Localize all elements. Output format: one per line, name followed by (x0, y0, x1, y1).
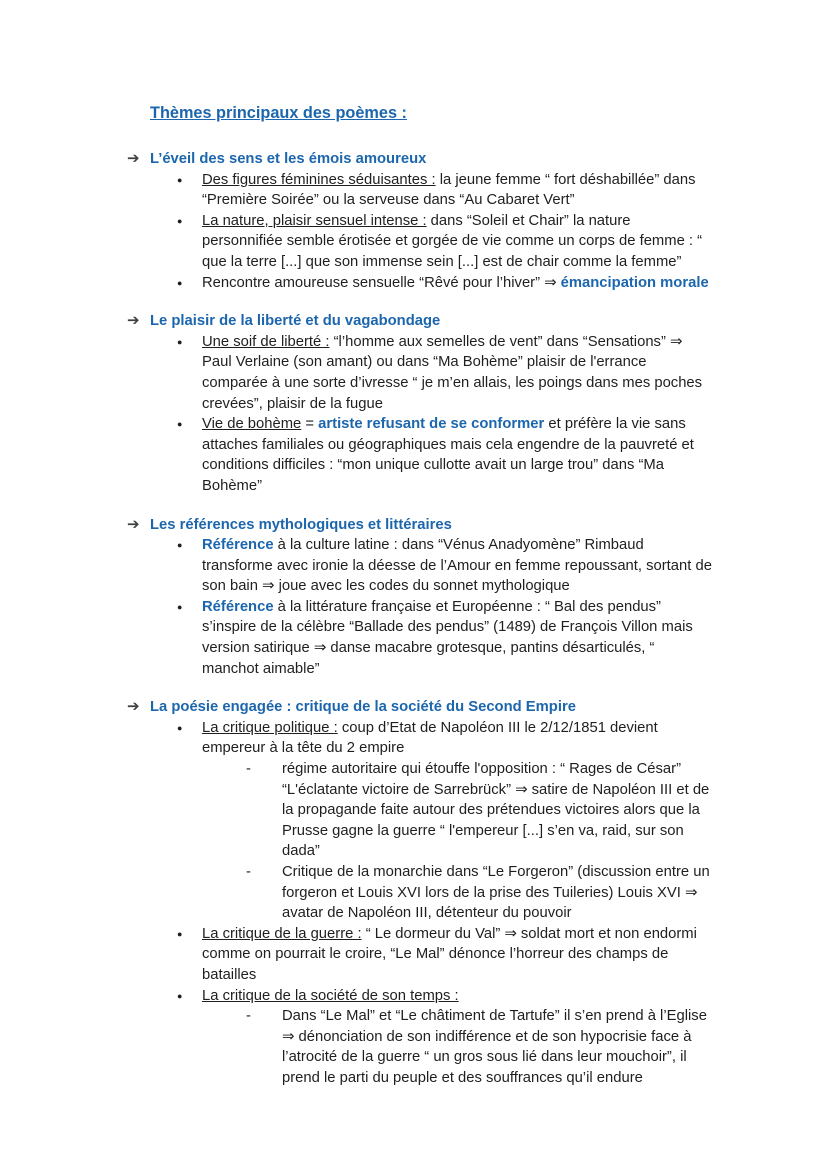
item-text (202, 334, 702, 412)
arrow-bullet-icon: ➔ (127, 313, 140, 330)
dash-item (246, 1006, 712, 1088)
section-heading: Les références mythologiques et littéraires (150, 516, 452, 533)
section-heading-row (0, 515, 828, 536)
text-segment: La nature, plaisir sensuel intense : (202, 212, 427, 229)
bullet-dot-icon: ● (177, 928, 183, 939)
dash-icon: - (246, 864, 251, 880)
item-text (202, 988, 459, 1004)
text-segment: à la culture latine : dans “Vénus Anadyomène” Rimbaud transforme avec ironie la déesse de l’Amour en femme repoussant, sortant de son bain ⇒ joue avec les codes du sonnet mythologique (202, 537, 712, 595)
text-segment: “ Le dormeur du Val” ⇒ soldat mort et non endormi comme on pourrait le croire, “Le Mal” dénonce l’horreur des champs de batailles (202, 925, 697, 983)
bullet-item (177, 718, 712, 759)
text-segment: la jeune femme “ fort déshabillée” dans “Première Soirée” ou la serveuse dans “Au Cabaret Vert” (202, 171, 696, 209)
text-segment: Vie de bohème (202, 416, 302, 433)
bullet-dot-icon: ● (177, 540, 183, 551)
section-heading-row (0, 311, 828, 332)
bullet-item (177, 535, 712, 597)
page-title: Thèmes principaux des poèmes : (150, 104, 407, 122)
theme-section (0, 697, 828, 1088)
text-segment: La critique politique : (202, 719, 338, 736)
bullet-item (177, 986, 712, 1007)
arrow-bullet-icon: ➔ (127, 516, 140, 533)
item-text (202, 720, 658, 757)
section-heading: La poésie engagée : critique de la société du Second Empire (150, 699, 576, 716)
text-segment: artiste refusant de se conformer (318, 416, 545, 433)
item-text (282, 1008, 707, 1086)
item-text (202, 275, 709, 291)
item-text (202, 599, 693, 677)
item-text (202, 926, 697, 983)
bullet-dot-icon: ● (177, 277, 183, 288)
section-heading: Le plaisir de la liberté et du vagabondage (150, 313, 441, 330)
text-segment: dans “Soleil et Chair” la nature personnifiée semble érotisée et gorgée de vie comme un corps de femme : “ que la terre [...] que son immense sein [...] est de chair comme la femme” (202, 212, 703, 270)
text-segment: “l’homme aux semelles de vent” dans “Sensations” ⇒ Paul Verlaine (son amant) ou dans “Ma Bohème” plaisir de l'errance comparée à une sorte d’ivresse “ je m’en allais, les poings dans mes poches crevées”, plaisir de la fugue (202, 333, 703, 412)
text-segment: coup d’Etat de Napoléon III le 2/12/1851 devient empereur à la tête du 2 empire (202, 719, 658, 757)
item-text (282, 864, 710, 921)
bullet-dot-icon: ● (177, 722, 183, 733)
theme-section (0, 515, 828, 680)
section-heading-row (0, 149, 828, 170)
bullet-item (177, 332, 712, 414)
text-segment: Référence (202, 537, 274, 554)
text-segment: Des figures féminines séduisantes : (202, 171, 436, 188)
item-text (202, 172, 696, 209)
bullet-item (177, 414, 712, 496)
arrow-bullet-icon: ➔ (127, 699, 140, 716)
text-segment: Dans “Le Mal” et “Le châtiment de Tartufe” il s’en prend à l’Eglise ⇒ dénonciation de son indifférence et de son hypocrisie face à l’atrocité de la guerre “ un gros sous lié dans leur mouchoir”, il prend le parti du peuple et des souffrances qu’il endure (282, 1008, 707, 1086)
text-segment: et préfère la vie sans attaches familiales ou géographiques mais cela engendre de la pauvreté et conditions difficiles : “mon unique cullotte avait un large trou” dans “Ma Bohème” (202, 416, 694, 494)
text-segment: = (301, 416, 319, 433)
bullet-item (177, 924, 712, 986)
bullet-item (177, 273, 712, 294)
text-segment: Critique de la monarchie dans “Le Forgeron” (discussion entre un forgeron et Louis XVI lors de la prise des Tuileries) Louis XVI ⇒ avatar de Napoléon III, détenteur du pouvoir (282, 864, 710, 922)
theme-section (0, 149, 828, 293)
bullet-dot-icon: ● (177, 174, 183, 185)
bullet-item (177, 211, 712, 273)
text-segment: La critique de la guerre : (202, 925, 362, 942)
arrow-bullet-icon: ➔ (127, 151, 140, 167)
bullet-dot-icon: ● (177, 419, 183, 430)
dash-icon: - (246, 1008, 251, 1025)
item-text (202, 213, 702, 270)
item-text (282, 761, 709, 859)
dash-icon: - (246, 761, 251, 778)
text-segment: Référence (202, 598, 274, 615)
text-segment: à la littérature française et Européenne : “ Bal des pendus” s’inspire de la célèbre “Ballade des pendus” (1489) de François Villon mais version satirique ⇒ danse macabre grotesque, pantins désarticulés, “ manchot aimable” (202, 598, 693, 677)
bullet-dot-icon: ● (177, 336, 183, 347)
item-text (202, 537, 712, 594)
section-heading: L’éveil des sens et les émois amoureux (150, 151, 427, 167)
section-heading-row (0, 697, 828, 718)
dash-item (246, 862, 712, 924)
document-body (0, 149, 828, 1089)
bullet-dot-icon: ● (177, 990, 183, 1001)
text-segment: régime autoritaire qui étouffe l'opposition : “ Rages de César” “L'éclatante victoire de Sarrebrück” ⇒ satire de Napoléon III et de la propagande faite autour des prétendues victoires alors que la Prusse gagne la guerre “ l'empereur [...] s’en va, raid, sur son dada” (282, 761, 710, 860)
dash-item (246, 759, 712, 862)
bullet-item (177, 597, 712, 679)
bullet-dot-icon: ● (177, 601, 183, 612)
bullet-dot-icon: ● (177, 215, 183, 226)
text-segment: Rencontre amoureuse sensuelle “Rêvé pour l’hiver” ⇒ (202, 274, 561, 291)
theme-section (0, 311, 828, 496)
bullet-item (177, 170, 712, 211)
item-text (202, 416, 694, 494)
text-segment: La critique de la société de son temps : (202, 987, 459, 1004)
text-segment: Une soif de liberté : (202, 333, 330, 350)
text-segment: émancipation morale (560, 274, 709, 291)
